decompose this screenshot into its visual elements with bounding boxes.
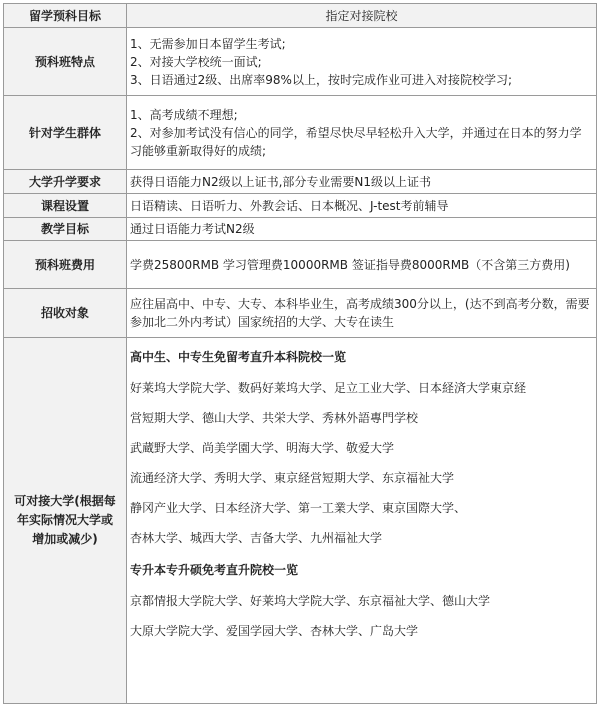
row-label: 招收对象: [4, 289, 127, 338]
courses-value: 日语精读、日语听力、外教会话、日本概况、J-test考前辅导: [127, 194, 597, 218]
table-row-enrollment: [4, 289, 597, 338]
feature-line: 2、对接大学校统一面试;: [130, 54, 262, 69]
universities-label-line: 年实际情况大学或: [16, 513, 113, 527]
university-list-line: 大原大学院大学、爱国学园大学、杏林大学、广岛大学: [130, 624, 419, 638]
universities-cell: [127, 338, 597, 704]
table-row-target-group: [4, 96, 597, 170]
feature-line: 3、日语通过2级、出席率98%以上，按时完成作业可进入对接院校学习;: [130, 72, 512, 87]
row-label: 预科班费用: [4, 241, 127, 289]
fees-value: 学费25800RMB 学习管理费10000RMB 签证指导费8000RMB（不含第三方费用): [127, 241, 597, 289]
table-row-features: [4, 28, 597, 96]
row-label: 预科班特点: [4, 28, 127, 96]
university-list-line: 武蔵野大学、尚美学園大学、明海大学、敬爱大学: [130, 441, 395, 455]
table-row-fees: [4, 241, 597, 289]
feature-line: 1、无需参加日本留学生考试;: [130, 36, 286, 51]
requirements-value: 获得日语能力N2级以上证书,部分专业需要N1级以上证书: [127, 170, 597, 194]
row-label: 大学升学要求: [4, 170, 127, 194]
university-list-line: 営短期大学、德山大学、共栄大学、秀林外語專門学校: [130, 411, 419, 425]
university-list-line: 静冈产业大学、日本经济大学、第一工業大学、東京国際大学、: [130, 501, 467, 515]
group-line: 1、高考成绩不理想;: [130, 107, 238, 122]
university-list-line: 京都情报大学院大学、好莱坞大学院大学、东京福祉大学、德山大学: [130, 594, 491, 608]
row-label: 针对学生群体: [4, 96, 127, 170]
row-label: 课程设置: [4, 194, 127, 218]
table-row-requirements: [4, 170, 597, 194]
header-goal-cell: 留学预科目标: [4, 4, 127, 28]
teaching-goal-value: 通过日语能力考试N2级: [127, 218, 597, 241]
group-line: 2、对参加考试没有信心的同学，希望尽快尽早轻松升入大学，并通过在日本的努力学习能够重新取得好的成绩;: [130, 125, 582, 158]
university-list-line: 流通经济大学、秀明大学、東京経営短期大学、东京福祉大学: [130, 471, 455, 485]
universities-label-line: 可对接大学(根据每: [14, 494, 116, 508]
table-header-row: [4, 4, 597, 28]
header-schools-cell: 指定对接院校: [127, 4, 597, 28]
table-row-universities: [4, 338, 597, 704]
table-row-courses: [4, 194, 597, 218]
university-list-line: 杏林大学、城西大学、吉备大学、九州福祉大学: [130, 531, 383, 545]
university-list-line: 好莱坞大学院大学、数码好莱坞大学、足立工业大学、日本経済大学東京経: [130, 381, 527, 395]
universities-label-line: 增加或减少): [32, 532, 98, 546]
features-cell: [127, 28, 597, 96]
table-row-teaching-goal: [4, 218, 597, 241]
section-title: 高中生、中专生免留考直升本科院校一览: [130, 350, 347, 364]
target-group-cell: [127, 96, 597, 170]
row-label: 教学目标: [4, 218, 127, 241]
section-title: 专升本专升硕免考直升院校一览: [130, 563, 299, 577]
universities-label-cell: [4, 338, 127, 704]
program-table: [3, 3, 597, 704]
enrollment-value: 应往届高中、中专、大专、本科毕业生，高考成绩300分以上，(达不到高考分数，需要参加北二外内考试）国家统招的大学、大专在读生: [127, 289, 597, 338]
